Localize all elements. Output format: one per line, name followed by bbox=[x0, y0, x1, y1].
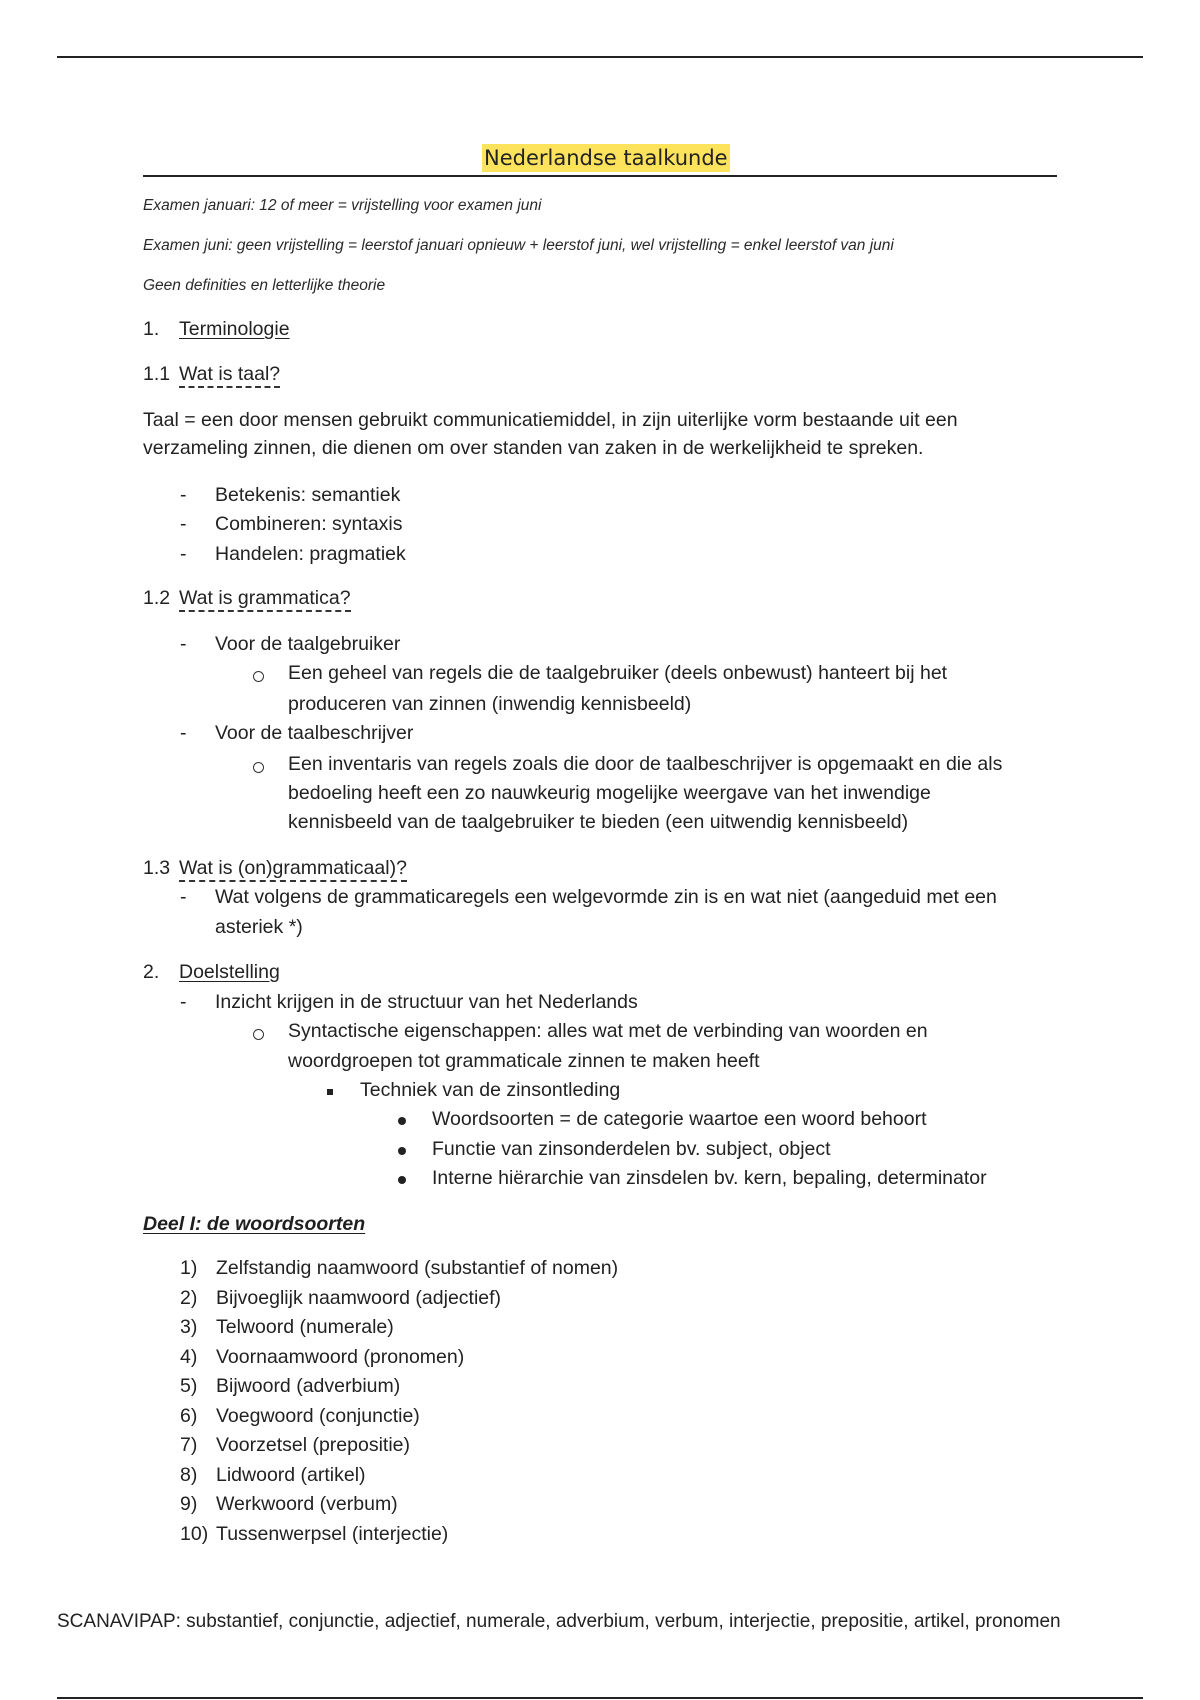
definition-line-1: Taal = een door mensen gebruikt communicatiemiddel, in zijn uiterlijke vorm bestaande uit een bbox=[143, 409, 958, 431]
list-text: Voorzetsel (prepositie) bbox=[216, 1434, 411, 1456]
list-item bbox=[180, 1434, 410, 1457]
list-text: Tussenwerpsel (interjectie) bbox=[216, 1523, 449, 1545]
list-item bbox=[180, 1287, 501, 1310]
list-item-detail: Een inventaris van regels zoals die door de taalbeschrijver is opgemaakt en die als bbox=[288, 753, 1003, 775]
list-number: 1) bbox=[180, 1257, 198, 1279]
subsection-1-2-heading bbox=[143, 587, 351, 610]
list-item-detail: Functie van zinsonderdelen bv. subject, object bbox=[432, 1138, 831, 1160]
deel-1-heading: Deel I: de woordsoorten bbox=[143, 1213, 366, 1235]
note-exam-january: Examen januari: 12 of meer = vrijstelling voor examen juni bbox=[143, 197, 542, 214]
list-text: Werkwoord (verbum) bbox=[216, 1493, 398, 1515]
list-number: 9) bbox=[180, 1493, 198, 1515]
section-2-title: Doelstelling bbox=[179, 961, 280, 983]
list-item-detail: Techniek van de zinsontleding bbox=[360, 1079, 621, 1101]
note-exam-june: Examen juni: geen vrijstelling = leerstof januari opnieuw + leerstof juni, wel vrijstelling = enkel leerstof van juni bbox=[143, 237, 894, 254]
list-item-detail: bedoeling heeft een zo nauwkeurig mogelijke weergave van het inwendige bbox=[288, 782, 931, 804]
subsection-1-2-title: Wat is grammatica? bbox=[179, 587, 351, 612]
note-no-definitions: Geen definities en letterlijke theorie bbox=[143, 277, 386, 294]
document-title: Nederlandse taalkunde bbox=[484, 146, 728, 170]
top-rule bbox=[57, 56, 1143, 58]
list-number: 10) bbox=[180, 1523, 209, 1545]
list-item bbox=[180, 1316, 394, 1339]
subsection-1-1-heading bbox=[143, 363, 280, 386]
list-item: Wat volgens de grammaticaregels een welgevormde zin is en wat niet (aangeduid met een bbox=[215, 886, 997, 908]
list-item bbox=[180, 1375, 400, 1398]
list-item bbox=[180, 1257, 618, 1280]
list-item: Combineren: syntaxis bbox=[215, 513, 403, 535]
scanavipap-line: SCANAVIPAP: substantief, conjunctie, adjectief, numerale, adverbium, verbum, interjectie, prepositie, artikel, pronomen bbox=[57, 1611, 1061, 1632]
list-item: Voor de taalbeschrijver bbox=[215, 722, 414, 744]
section-2-heading bbox=[143, 961, 280, 984]
list-item: asteriek *) bbox=[215, 916, 303, 938]
dash-bullet: - bbox=[180, 991, 187, 1013]
list-item: Voor de taalgebruiker bbox=[215, 633, 401, 655]
list-item bbox=[180, 1523, 448, 1546]
list-item-detail: produceren van zinnen (inwendig kennisbeeld) bbox=[288, 693, 692, 715]
list-number: 6) bbox=[180, 1405, 198, 1427]
title-underline bbox=[143, 175, 1057, 177]
list-number: 8) bbox=[180, 1464, 198, 1486]
subsection-1-1-title: Wat is taal? bbox=[179, 363, 280, 388]
bottom-rule bbox=[57, 1697, 1143, 1699]
dash-bullet: - bbox=[180, 886, 187, 908]
dash-bullet: - bbox=[180, 722, 187, 744]
list-text: Bijwoord (adverbium) bbox=[216, 1375, 401, 1397]
list-number: 4) bbox=[180, 1346, 198, 1368]
subsection-1-3-heading bbox=[143, 857, 407, 880]
circle-bullet bbox=[253, 1029, 264, 1040]
list-item bbox=[180, 1493, 398, 1516]
list-text: Voegwoord (conjunctie) bbox=[216, 1405, 420, 1427]
list-text: Lidwoord (artikel) bbox=[216, 1464, 366, 1486]
list-text: Telwoord (numerale) bbox=[216, 1316, 394, 1338]
list-item: Inzicht krijgen in de structuur van het Nederlands bbox=[215, 991, 638, 1013]
dash-bullet: - bbox=[180, 513, 187, 535]
circle-bullet bbox=[253, 762, 264, 773]
subsection-1-1-number: 1.1 bbox=[143, 363, 171, 385]
list-number: 7) bbox=[180, 1434, 198, 1456]
subsection-1-3-title: Wat is (on)grammaticaal)? bbox=[179, 857, 407, 882]
list-item-detail: Interne hiërarchie van zinsdelen bv. kern, bepaling, determinator bbox=[432, 1167, 987, 1189]
list-item-detail: kennisbeeld van de taalgebruiker te bieden (een uitwendig kennisbeeld) bbox=[288, 811, 909, 833]
dash-bullet: - bbox=[180, 633, 187, 655]
list-text: Bijvoeglijk naamwoord (adjectief) bbox=[216, 1287, 502, 1309]
section-2-number: 2. bbox=[143, 961, 160, 983]
list-number: 2) bbox=[180, 1287, 198, 1309]
list-item: Handelen: pragmatiek bbox=[215, 543, 406, 565]
list-item bbox=[180, 1405, 420, 1428]
list-item-detail: woordgroepen tot grammaticale zinnen te maken heeft bbox=[288, 1050, 760, 1072]
list-item bbox=[180, 1346, 464, 1369]
square-bullet bbox=[327, 1089, 333, 1095]
list-number: 3) bbox=[180, 1316, 198, 1338]
list-item-detail: Woordsoorten = de categorie waartoe een woord behoort bbox=[432, 1108, 927, 1130]
subsection-1-2-number: 1.2 bbox=[143, 587, 171, 609]
dot-bullet bbox=[398, 1176, 406, 1184]
list-text: Zelfstandig naamwoord (substantief of nomen) bbox=[216, 1257, 619, 1279]
subsection-1-3-number: 1.3 bbox=[143, 857, 171, 879]
dash-bullet: - bbox=[180, 543, 187, 565]
list-item-detail: Een geheel van regels die de taalgebruiker (deels onbewust) hanteert bij het bbox=[288, 662, 948, 684]
section-1-title: Terminologie bbox=[179, 318, 290, 340]
list-item bbox=[180, 1464, 366, 1487]
dot-bullet bbox=[398, 1147, 406, 1155]
circle-bullet bbox=[253, 671, 264, 682]
section-1-number: 1. bbox=[143, 318, 160, 340]
list-item-detail: Syntactische eigenschappen: alles wat met de verbinding van woorden en bbox=[288, 1020, 928, 1042]
list-number: 5) bbox=[180, 1375, 198, 1397]
list-item: Betekenis: semantiek bbox=[215, 484, 401, 506]
section-1-heading bbox=[143, 318, 290, 341]
definition-line-2: verzameling zinnen, die dienen om over standen van zaken in de werkelijkheid te spreken. bbox=[143, 437, 924, 459]
list-text: Voornaamwoord (pronomen) bbox=[216, 1346, 465, 1368]
dash-bullet: - bbox=[180, 484, 187, 506]
dot-bullet bbox=[398, 1117, 406, 1125]
